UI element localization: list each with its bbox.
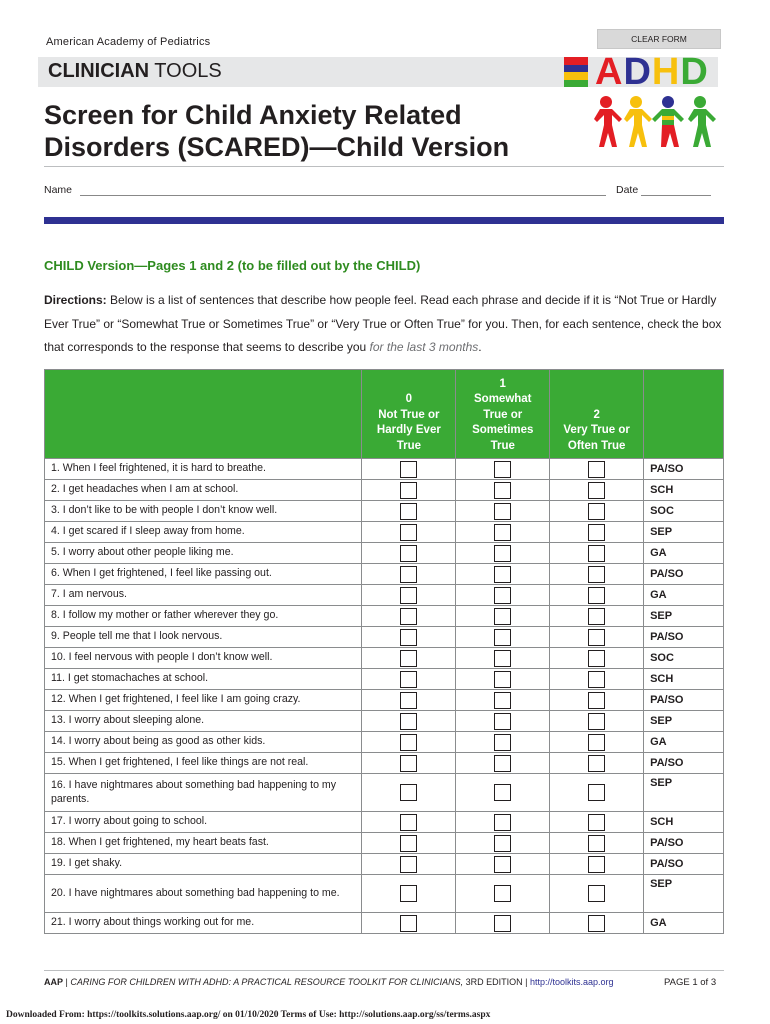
response-cell (550, 913, 644, 934)
factor-code: PA/SO (644, 627, 724, 648)
response-cell (550, 812, 644, 833)
table-row (45, 606, 724, 627)
response-checkbox-2[interactable] (588, 734, 605, 751)
name-label: Name (44, 184, 73, 196)
response-cell (362, 480, 456, 501)
response-cell (550, 480, 644, 501)
response-checkbox-1[interactable] (494, 671, 511, 688)
form-title: Screen for Child Anxiety Related Disorders (SCARED)—Child Version (44, 100, 510, 162)
page-number: PAGE 1 of 3 (664, 977, 717, 988)
item-column-header (45, 370, 362, 459)
response-checkbox-1[interactable] (494, 482, 511, 499)
response-checkbox-0[interactable] (400, 650, 417, 667)
response-cell (362, 627, 456, 648)
response-checkbox-1[interactable] (494, 692, 511, 709)
item-text: 1. When I feel frightened, it is hard to breathe. (45, 459, 362, 480)
response-cell (362, 522, 456, 543)
response-checkbox-1[interactable] (494, 650, 511, 667)
response-checkbox-2[interactable] (588, 784, 605, 801)
response-cell (456, 522, 550, 543)
response-checkbox-2[interactable] (588, 835, 605, 852)
response-cell (550, 648, 644, 669)
adhd-logo-text: ADHD (595, 51, 709, 93)
response-checkbox-0[interactable] (400, 461, 417, 478)
table-row (45, 875, 724, 913)
response-cell (362, 606, 456, 627)
response-cell (456, 711, 550, 732)
response-cell (550, 564, 644, 585)
table-row (45, 627, 724, 648)
table-row (45, 774, 724, 812)
response-checkbox-0[interactable] (400, 629, 417, 646)
response-cell (550, 669, 644, 690)
response-checkbox-2[interactable] (588, 915, 605, 932)
item-text: 19. I get shaky. (45, 854, 362, 875)
table-row (45, 564, 724, 585)
response-cell (550, 711, 644, 732)
factor-code: PA/SO (644, 690, 724, 711)
response-checkbox-2[interactable] (588, 545, 605, 562)
column-header-1: 1 Somewhat True or Sometimes True (456, 370, 550, 459)
factor-code: SCH (644, 669, 724, 690)
response-checkbox-0[interactable] (400, 784, 417, 801)
child-figure-green (688, 96, 716, 147)
item-text: 17. I worry about going to school. (45, 812, 362, 833)
table-row (45, 913, 724, 934)
response-checkbox-0[interactable] (400, 755, 417, 772)
response-checkbox-2[interactable] (588, 814, 605, 831)
response-cell (550, 732, 644, 753)
response-cell (550, 833, 644, 854)
response-checkbox-2[interactable] (588, 566, 605, 583)
table-row (45, 833, 724, 854)
factor-code: GA (644, 913, 724, 934)
footer-citation: AAP | CARING FOR CHILDREN WITH ADHD: A PRACTICAL RESOURCE TOOLKIT FOR CLINICIANS, 3RD EDITION | http://toolkits.aap.org (44, 977, 614, 987)
item-text: 13. I worry about sleeping alone. (45, 711, 362, 732)
table-header-row (45, 370, 724, 459)
response-checkbox-0[interactable] (400, 566, 417, 583)
section-title: CHILD Version—Pages 1 and 2 (to be filled out by the CHILD) (44, 258, 421, 273)
factor-code: SEP (644, 711, 724, 732)
response-cell (362, 501, 456, 522)
response-cell (456, 669, 550, 690)
factor-code: PA/SO (644, 854, 724, 875)
table-row (45, 648, 724, 669)
response-checkbox-2[interactable] (588, 629, 605, 646)
table-row (45, 543, 724, 564)
response-checkbox-2[interactable] (588, 524, 605, 541)
table-row (45, 669, 724, 690)
item-text: 5. I worry about other people liking me. (45, 543, 362, 564)
response-checkbox-2[interactable] (588, 755, 605, 772)
response-cell (456, 690, 550, 711)
response-cell (456, 480, 550, 501)
item-text: 20. I have nightmares about something bad happening to me. (45, 875, 362, 913)
item-text: 21. I worry about things working out for me. (45, 913, 362, 934)
item-text: 9. People tell me that I look nervous. (45, 627, 362, 648)
table-row (45, 522, 724, 543)
factor-code: PA/SO (644, 833, 724, 854)
organization-name: American Academy of Pediatrics (46, 36, 211, 48)
response-checkbox-1[interactable] (494, 814, 511, 831)
response-checkbox-1[interactable] (494, 734, 511, 751)
factor-code: SEP (644, 522, 724, 543)
response-cell (362, 564, 456, 585)
response-cell (362, 648, 456, 669)
response-cell (362, 711, 456, 732)
response-checkbox-1[interactable] (494, 629, 511, 646)
item-text: 10. I feel nervous with people I don’t know well. (45, 648, 362, 669)
item-text: 6. When I get frightened, I feel like passing out. (45, 564, 362, 585)
response-cell (362, 913, 456, 934)
response-cell (456, 774, 550, 812)
questionnaire-body (45, 459, 724, 934)
response-cell (550, 690, 644, 711)
item-text: 16. I have nightmares about something bad happening to my parents. (45, 774, 362, 812)
response-checkbox-0[interactable] (400, 885, 417, 902)
table-row (45, 711, 724, 732)
name-field[interactable] (80, 195, 606, 196)
code-column-header (644, 370, 724, 459)
response-checkbox-0[interactable] (400, 814, 417, 831)
response-checkbox-1[interactable] (494, 608, 511, 625)
response-checkbox-2[interactable] (588, 587, 605, 604)
factor-code: GA (644, 585, 724, 606)
response-checkbox-1[interactable] (494, 545, 511, 562)
response-checkbox-0[interactable] (400, 503, 417, 520)
response-cell (550, 854, 644, 875)
response-checkbox-2[interactable] (588, 885, 605, 902)
response-checkbox-1[interactable] (494, 524, 511, 541)
response-cell (362, 753, 456, 774)
response-checkbox-0[interactable] (400, 545, 417, 562)
factor-code: PA/SO (644, 564, 724, 585)
table-row (45, 753, 724, 774)
table-row (45, 812, 724, 833)
response-checkbox-0[interactable] (400, 608, 417, 625)
response-cell (456, 732, 550, 753)
adhd-color-bars (564, 57, 588, 87)
factor-code: SCH (644, 812, 724, 833)
table-row (45, 459, 724, 480)
response-checkbox-2[interactable] (588, 650, 605, 667)
table-row (45, 690, 724, 711)
response-cell (456, 543, 550, 564)
divider (44, 166, 724, 167)
response-checkbox-0[interactable] (400, 692, 417, 709)
response-cell (550, 501, 644, 522)
child-figure-multicolor (652, 96, 684, 147)
response-checkbox-2[interactable] (588, 692, 605, 709)
response-cell (456, 606, 550, 627)
response-cell (456, 833, 550, 854)
factor-code: SEP (644, 606, 724, 627)
footer-divider (44, 970, 724, 971)
response-cell (456, 627, 550, 648)
table-row (45, 854, 724, 875)
response-cell (362, 543, 456, 564)
response-cell (362, 774, 456, 812)
response-checkbox-2[interactable] (588, 856, 605, 873)
factor-code: GA (644, 732, 724, 753)
item-text: 15. When I get frightened, I feel like things are not real. (45, 753, 362, 774)
table-row (45, 501, 724, 522)
response-checkbox-0[interactable] (400, 835, 417, 852)
factor-code: GA (644, 543, 724, 564)
table-row (45, 480, 724, 501)
directions-text: Directions: Below is a list of sentences that describe how people feel. Read each phrase and decide if it is “Not True or Hardly Ever True” or “Somewhat True or Sometimes True” or “Very True or Often True” for you. Then, for each sentence, check the box that corresponds to the response that seems to describe you for the last 3 months. (44, 293, 722, 354)
response-checkbox-1[interactable] (494, 755, 511, 772)
response-cell (456, 753, 550, 774)
item-text: 8. I follow my mother or father wherever they go. (45, 606, 362, 627)
response-checkbox-1[interactable] (494, 713, 511, 730)
response-cell (550, 753, 644, 774)
response-cell (550, 522, 644, 543)
response-checkbox-2[interactable] (588, 608, 605, 625)
response-checkbox-2[interactable] (588, 503, 605, 520)
response-cell (550, 627, 644, 648)
response-cell (550, 459, 644, 480)
response-checkbox-1[interactable] (494, 885, 511, 902)
table-row (45, 732, 724, 753)
response-cell (362, 833, 456, 854)
toolkit-link[interactable]: http://toolkits.aap.org (529, 977, 614, 987)
child-figure-red (594, 96, 622, 147)
response-cell (456, 875, 550, 913)
item-text: 11. I get stomachaches at school. (45, 669, 362, 690)
response-cell (550, 774, 644, 812)
response-checkbox-1[interactable] (494, 856, 511, 873)
child-figure-yellow (624, 96, 652, 147)
response-checkbox-1[interactable] (494, 835, 511, 852)
response-checkbox-0[interactable] (400, 671, 417, 688)
response-checkbox-0[interactable] (400, 713, 417, 730)
response-cell (362, 732, 456, 753)
response-cell (362, 585, 456, 606)
item-text: 4. I get scared if I sleep away from home. (45, 522, 362, 543)
response-checkbox-0[interactable] (400, 482, 417, 499)
response-cell (362, 875, 456, 913)
date-field[interactable] (641, 195, 711, 196)
response-cell (456, 459, 550, 480)
response-checkbox-2[interactable] (588, 482, 605, 499)
response-cell (456, 648, 550, 669)
response-cell (550, 875, 644, 913)
response-cell (456, 913, 550, 934)
response-cell (550, 585, 644, 606)
response-cell (362, 690, 456, 711)
children-figures-icon (592, 95, 717, 151)
download-notice: Downloaded From: https://toolkits.solutions.aap.org/ on 01/10/2020 Terms of Use: http://solutions.aap.org/ss/terms.aspx (6, 1010, 491, 1020)
factor-code: SCH (644, 480, 724, 501)
header-accent-bar (44, 217, 724, 224)
factor-code: SEP (644, 774, 724, 812)
response-cell (362, 812, 456, 833)
response-cell (362, 669, 456, 690)
column-header-2: 2 Very True or Often True (550, 370, 644, 459)
item-text: 14. I worry about being as good as other kids. (45, 732, 362, 753)
response-cell (456, 812, 550, 833)
item-text: 3. I don’t like to be with people I don’t know well. (45, 501, 362, 522)
response-checkbox-0[interactable] (400, 915, 417, 932)
response-cell (550, 543, 644, 564)
response-cell (456, 854, 550, 875)
factor-code: SOC (644, 501, 724, 522)
item-text: 7. I am nervous. (45, 585, 362, 606)
factor-code: SOC (644, 648, 724, 669)
clear-form-button[interactable]: CLEAR FORM (597, 29, 721, 49)
response-checkbox-0[interactable] (400, 734, 417, 751)
response-checkbox-0[interactable] (400, 856, 417, 873)
response-checkbox-1[interactable] (494, 461, 511, 478)
response-checkbox-1[interactable] (494, 503, 511, 520)
item-text: 12. When I get frightened, I feel like I am going crazy. (45, 690, 362, 711)
response-cell (456, 585, 550, 606)
item-text: 2. I get headaches when I am at school. (45, 480, 362, 501)
response-checkbox-1[interactable] (494, 566, 511, 583)
table-row (45, 585, 724, 606)
factor-code: SEP (644, 875, 724, 913)
response-cell (362, 854, 456, 875)
response-checkbox-2[interactable] (588, 713, 605, 730)
clinician-tools-label: CLINICIAN TOOLS (48, 60, 222, 82)
response-checkbox-1[interactable] (494, 587, 511, 604)
response-cell (550, 606, 644, 627)
date-label: Date (616, 184, 639, 196)
response-checkbox-1[interactable] (494, 784, 511, 801)
item-text: 18. When I get frightened, my heart beats fast. (45, 833, 362, 854)
factor-code: PA/SO (644, 753, 724, 774)
response-checkbox-2[interactable] (588, 461, 605, 478)
response-cell (456, 564, 550, 585)
response-checkbox-2[interactable] (588, 671, 605, 688)
questionnaire-table (44, 369, 724, 934)
response-cell (456, 501, 550, 522)
response-cell (362, 459, 456, 480)
response-checkbox-0[interactable] (400, 587, 417, 604)
response-checkbox-0[interactable] (400, 524, 417, 541)
factor-code: PA/SO (644, 459, 724, 480)
column-header-0: 0 Not True or Hardly Ever True (362, 370, 456, 459)
response-checkbox-1[interactable] (494, 915, 511, 932)
